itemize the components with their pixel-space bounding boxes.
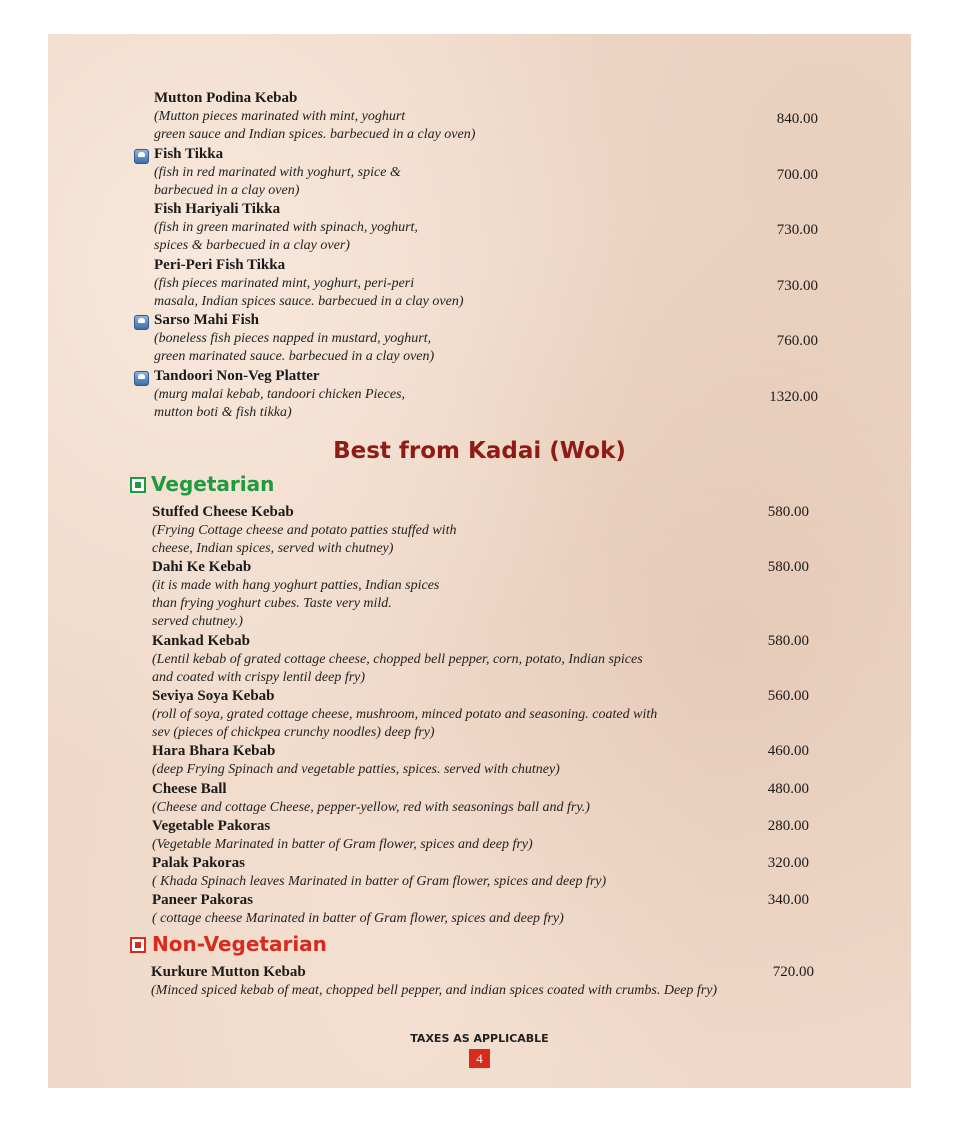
menu-item-price: 580.00 [767, 504, 809, 520]
menu-item-description: (roll of soya, grated cottage cheese, mushroom, minced potato and seasoning. coated with [152, 706, 658, 722]
menu-item-name: Vegetable Pakoras [152, 817, 271, 834]
menu-item-price: 340.00 [767, 892, 809, 909]
veg-heading: Vegetarian [151, 472, 275, 496]
menu-item-price: 480.00 [767, 780, 809, 797]
menu-item-description: and coated with crispy lentil deep fry) [152, 669, 366, 685]
menu-item-name: Hara Bhara Kebab [152, 743, 276, 760]
menu-item-name: Kankad Kebab [152, 632, 250, 649]
menu-item-description: than frying yoghurt cubes. Taste very mild. [152, 596, 392, 612]
chef-special-icon [134, 315, 149, 330]
menu-item-name: Fish Hariyali Tikka [154, 201, 281, 218]
menu-item-description: (Frying Cottage cheese and potato patties stuffed with [152, 523, 457, 538]
menu-item-description: (it is made with hang yoghurt patties, Indian spices [152, 578, 440, 594]
menu-item-name: Palak Pakoras [152, 855, 245, 872]
menu-item-description: ( cottage cheese Marinated in batter of Gram flower, spices and deep fry) [152, 911, 564, 927]
menu-item-price: 460.00 [767, 743, 809, 760]
menu-item-description: (boneless fish pieces napped in mustard, yoghurt, [154, 331, 432, 347]
menu-item-price: 580.00 [767, 632, 809, 649]
menu-item-price: 760.00 [776, 333, 818, 350]
menu-item-price: 560.00 [767, 687, 809, 704]
menu-item-price: 1320.00 [769, 389, 818, 405]
menu-item-description: (fish in green marinated with spinach, yoghurt, [154, 220, 418, 236]
menu-item-price: 280.00 [767, 817, 809, 834]
menu-item-price: 730.00 [776, 277, 818, 294]
taxes-note: TAXES AS APPLICABLE [410, 1032, 549, 1045]
veg-symbol-icon [130, 477, 146, 493]
menu-item-description: (Vegetable Marinated in batter of Gram flower, spices and deep fry) [152, 836, 533, 852]
menu-item-description: (murg malai kebab, tandoori chicken Pieces, [154, 387, 406, 402]
menu-item-name: Dahi Ke Kebab [152, 559, 252, 576]
menu-item-description: sev (pieces of chickpea crunchy noodles) deep fry) [152, 724, 435, 740]
nonveg-heading: Non-Vegetarian [152, 932, 327, 956]
menu-item-description: cheese, Indian spices, served with chutney) [152, 541, 394, 556]
menu-item-price: 840.00 [776, 111, 818, 127]
menu-item-description: (fish in red marinated with yoghurt, spice & [154, 164, 401, 180]
menu-item-name: Seviya Soya Kebab [152, 687, 275, 704]
menu-item-name: Tandoori Non-Veg Platter [154, 368, 320, 384]
menu-item-description: ( Khada Spinach leaves Marinated in batter of Gram flower, spices and deep fry) [152, 874, 607, 890]
menu-item-description: green sauce and Indian spices. barbecued in a clay oven) [154, 127, 476, 142]
menu-item-description: masala, Indian spices sauce. barbecued in a clay oven) [154, 293, 464, 309]
menu-item-name: Peri-Peri Fish Tikka [154, 256, 286, 273]
menu-item-name: Cheese Ball [152, 780, 227, 797]
menu-item-description: green marinated sauce. barbecued in a clay oven) [154, 349, 435, 365]
menu-item-description: (deep Frying Spinach and vegetable patties, spices. served with chutney) [152, 762, 560, 778]
menu-item-name: Stuffed Cheese Kebab [152, 504, 294, 520]
chef-special-icon [134, 371, 149, 386]
menu-item-price: 320.00 [767, 855, 809, 872]
menu-item-description: barbecued in a clay oven) [154, 182, 300, 198]
menu-item-name: Paneer Pakoras [152, 892, 253, 909]
menu-item-price: 580.00 [767, 559, 809, 576]
menu-item-name: Mutton Podina Kebab [154, 90, 298, 106]
menu-item-description: mutton boti & fish tikka) [154, 405, 292, 420]
menu-item-description: (Lentil kebab of grated cottage cheese, chopped bell pepper, corn, potato, Indian spices [152, 651, 643, 667]
menu-item-price: 700.00 [776, 166, 818, 183]
nonveg-symbol-icon [130, 937, 146, 953]
menu-item-description: spices & barbecued in a clay over) [154, 238, 350, 254]
menu-item-name: Kurkure Mutton Kebab [151, 964, 306, 980]
menu-item-description: (Minced spiced kebab of meat, chopped bell pepper, and indian spices coated with crumbs. Deep fry) [151, 983, 718, 998]
page-number: 4 [469, 1049, 490, 1068]
section-title: Best from Kadai (Wok) [333, 438, 626, 464]
menu-item-description: served chutney.) [152, 614, 243, 630]
chef-special-icon [134, 149, 149, 164]
menu-item-description: (fish pieces marinated mint, yoghurt, peri-peri [154, 275, 415, 291]
menu-item-name: Fish Tikka [154, 145, 224, 162]
menu-item-description: (Mutton pieces marinated with mint, yoghurt [154, 109, 406, 124]
menu-item-description: (Cheese and cottage Cheese, pepper-yellow, red with seasonings ball and fry.) [152, 799, 590, 815]
menu-item-name: Sarso Mahi Fish [154, 312, 260, 329]
menu-page [48, 34, 911, 1088]
menu-item-price: 720.00 [772, 964, 814, 980]
menu-item-price: 730.00 [776, 222, 818, 239]
